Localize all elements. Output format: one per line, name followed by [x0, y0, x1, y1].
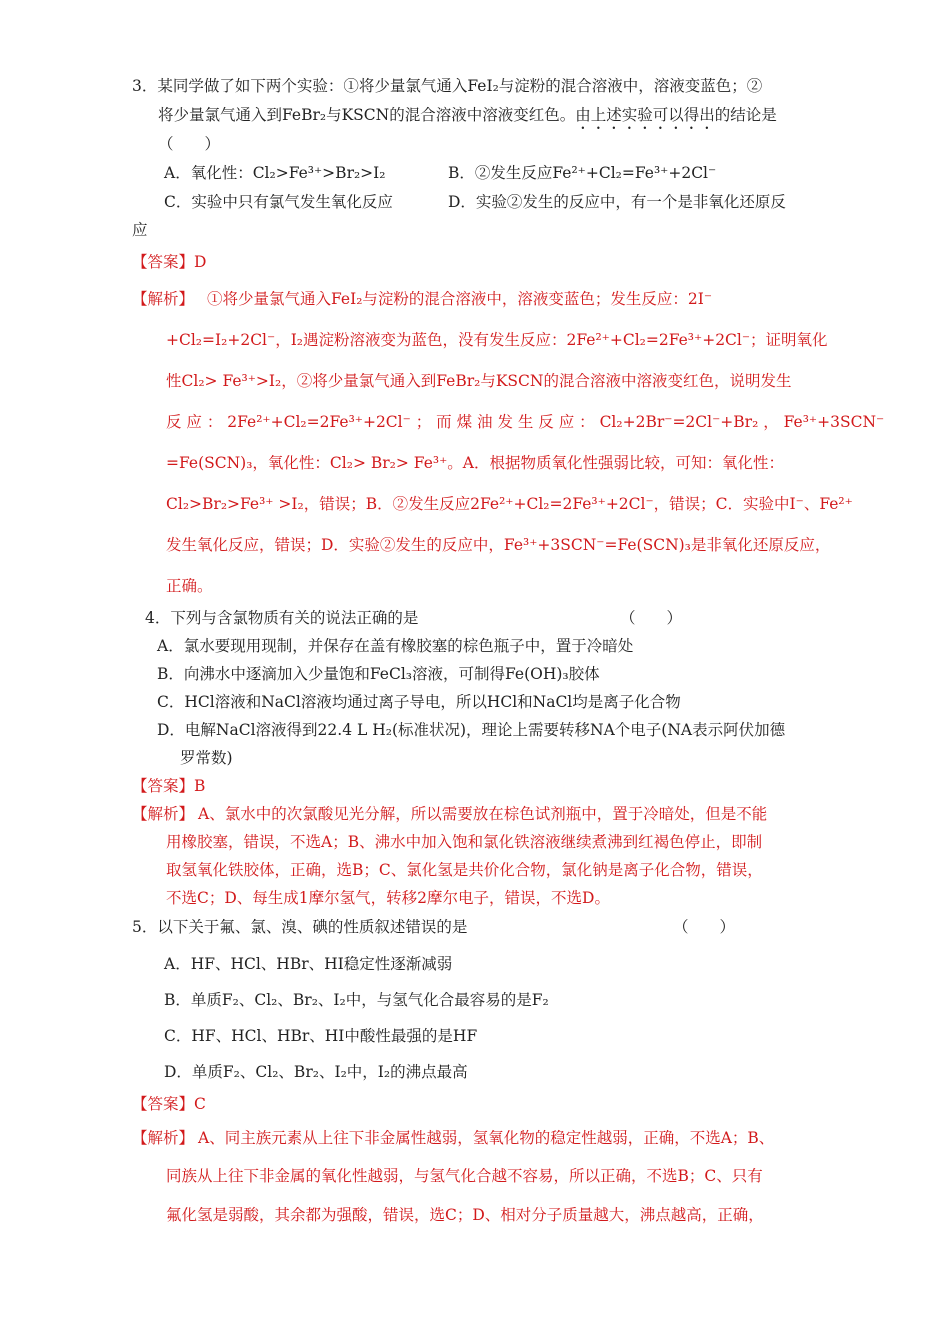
q4-option-a: A．氯水要现用现制，并保存在盖有橡胶塞的棕色瓶子中，置于冷暗处 [157, 637, 634, 655]
q4-stem: 4．下列与含氯物质有关的说法正确的是 [145, 609, 419, 627]
q3-analysis-line: +Cl₂=I₂+2Cl⁻，I₂遇淀粉溶液变为蓝色，没有发生反应：2Fe²⁺+Cl₂=2Fe³⁺+2Cl⁻；证明氧化 [166, 331, 828, 349]
q3-stem-line2 [158, 101, 777, 133]
q3-option-c: C．实验中只有氯气发生氧化反应 [164, 193, 393, 211]
q5-analysis-line: A、同主族元素从上往下非金属性越弱，氢氧化物的稳定性越弱，正确，不选A；B、 [198, 1129, 775, 1147]
q4-paren: （ ） [620, 609, 683, 627]
q5-analysis-line: 氟化氢是弱酸，其余都为强酸，错误，选C；D、相对分子质量越大，沸点越高，正确， [166, 1206, 764, 1224]
q4-answer [132, 772, 205, 800]
q4-analysis-line: 不选C；D、每生成1摩尔氢气，转移2摩尔电子，错误，不选D。 [166, 889, 610, 907]
q4-option-c: C．HCl溶液和NaCl溶液均通过离子导电，所以HCl和NaCl均是离子化合物 [157, 693, 681, 711]
q4-analysis-line: 取氢氧化铁胶体，正确，选B；C、氯化氢是共价化合物，氯化钠是离子化合物，错误， [166, 861, 763, 879]
answer-value: C [194, 1095, 206, 1113]
answer-label: 【答案】 [132, 1095, 195, 1113]
q3-stem-line2-after: 的结论是 [714, 106, 777, 124]
q4-option-d: D．电解NaCl溶液得到22.4 L H₂(标准状况)，理论上需要转移NA个电子(NA表示阿伏加德 [157, 721, 786, 739]
q3-stem-line1: 3．某同学做了如下两个实验：①将少量氯气通入FeI₂与淀粉的混合溶液中，溶液变蓝色；② [132, 77, 763, 95]
q3-analysis-line: 正确。 [166, 577, 213, 595]
q3-answer [132, 248, 206, 276]
q5-option-c: C．HF、HCl、HBr、HI中酸性最强的是HF [164, 1027, 478, 1045]
q5-stem: 5．以下关于氟、氯、溴、碘的性质叙述错误的是 [132, 918, 468, 936]
q4-analysis-line: A、氯水中的次氯酸见光分解，所以需要放在棕色试剂瓶中，置于冷暗处，但是不能 [198, 805, 768, 823]
q3-stem-line2-before: 将少量氯气通入到FeBr₂与KSCN的混合溶液中溶液变红色。 [158, 106, 576, 124]
q3-analysis-line: Cl₂>Br₂>Fe³⁺ >I₂，错误；B．②发生反应2Fe²⁺+Cl₂=2Fe³⁺+2Cl⁻，错误；C．实验中I⁻、Fe²⁺ [166, 495, 853, 513]
q3-option-a: A．氧化性：Cl₂>Fe³⁺>Br₂>I₂ [164, 164, 386, 182]
q3-stem-emphasis: 由上述实验可以得出 [575, 106, 715, 124]
q5-option-b: B．单质F₂、Cl₂、Br₂、I₂中，与氢气化合最容易的是F₂ [164, 991, 549, 1009]
answer-label: 【答案】 [132, 253, 195, 271]
q3-analysis-line: =Fe(SCN)₃，氧化性：Cl₂> Br₂> Fe³⁺。A．根据物质氧化性强弱比较，可知：氧化性： [166, 454, 784, 472]
q4-analysis-label: 【解析】 [132, 805, 195, 823]
q3-analysis-line: 性Cl₂> Fe³⁺>I₂，②将少量氯气通入到FeBr₂与KSCN的混合溶液中溶液变红色，说明发生 [166, 372, 792, 390]
q3-analysis-line: 发生氧化反应，错误；D．实验②发生的反应中，Fe³⁺+3SCN⁻=Fe(SCN)₃是非氧化还原反应， [166, 536, 831, 554]
q4-option-d-cont: 罗常数) [180, 749, 233, 767]
q5-answer [132, 1090, 206, 1118]
q3-analysis-label: 【解析】 [132, 290, 195, 308]
q3-option-d-cont: 应 [132, 221, 148, 239]
q5-paren: （ ） [673, 918, 736, 936]
answer-label: 【答案】 [132, 777, 195, 795]
q5-analysis-line: 同族从上往下非金属的氧化性越弱，与氢气化合越不容易，所以正确，不选B；C、只有 [166, 1167, 763, 1185]
q4-analysis-line: 用橡胶塞，错误，不选A；B、沸水中加入饱和氯化铁溶液继续煮沸到红褐色停止，即制 [166, 833, 763, 851]
q3-analysis-line: 反 应 ： 2Fe²⁺+Cl₂=2Fe³⁺+2Cl⁻ ； 而 煤 油 发 生 反 应 ： Cl₂+2Br⁻=2Cl⁻+Br₂ ， Fe³⁺+3SCN⁻ [166, 413, 885, 431]
q3-option-b: B．②发生反应Fe²⁺+Cl₂=Fe³⁺+2Cl⁻ [448, 164, 717, 182]
q5-option-a: A．HF、HCl、HBr、HI稳定性逐渐减弱 [164, 955, 453, 973]
q3-option-d: D．实验②发生的反应中，有一个是非氧化还原反 [448, 193, 786, 211]
q3-paren: （ ） [158, 135, 221, 153]
answer-value: D [194, 253, 207, 271]
q5-analysis-label: 【解析】 [132, 1129, 195, 1147]
q3-analysis-line: ①将少量氯气通入FeI₂与淀粉的混合溶液中，溶液变蓝色；发生反应：2I⁻ [207, 290, 713, 308]
q5-option-d: D．单质F₂、Cl₂、Br₂、I₂中，I₂的沸点最高 [164, 1063, 468, 1081]
q4-option-b: B．向沸水中逐滴加入少量饱和FeCl₃溶液，可制得Fe(OH)₃胶体 [157, 665, 600, 683]
answer-value: B [194, 777, 206, 795]
